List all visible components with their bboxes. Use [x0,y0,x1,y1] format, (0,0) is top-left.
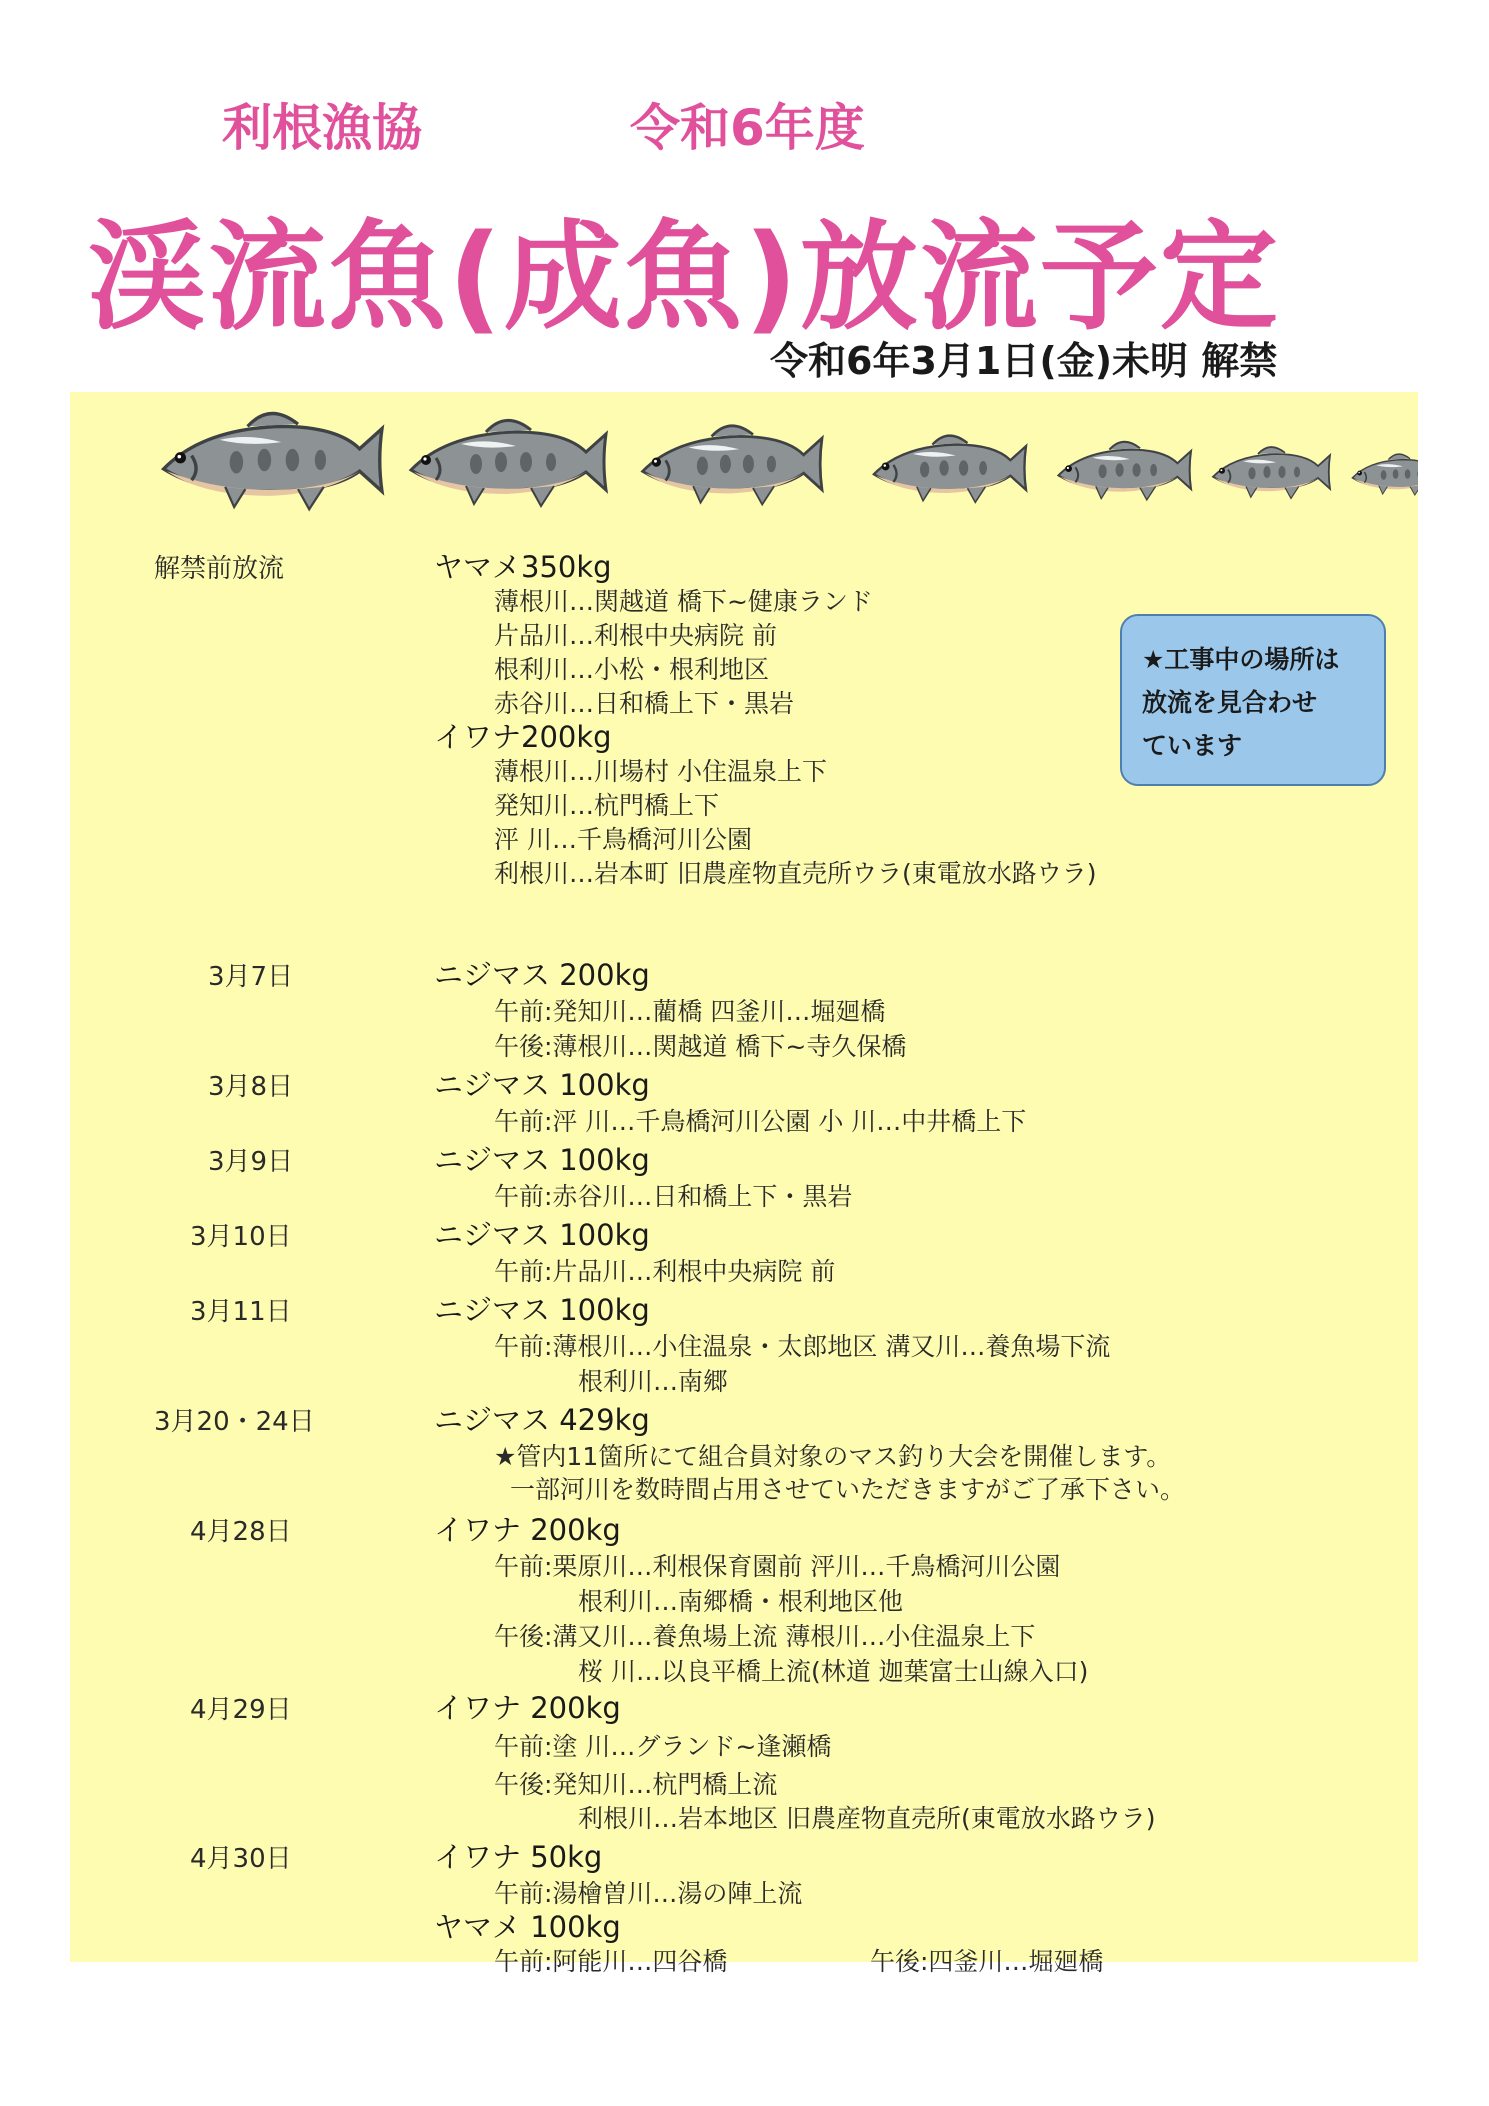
release-location: 午前:阿能川…四谷橋 [494,1947,728,1976]
org-name: 利根漁協 [222,99,422,157]
notice-line: 放流を見合わせ [1142,688,1318,717]
species-amount: ニジマス 200kg [434,958,650,992]
release-location: 泙 川…千鳥橋河川公園 [494,825,752,854]
trout-fish-icon [1213,447,1330,498]
event-notice: 一部河川を数時間占用させていただきますがご了承下さい。 [510,1475,1186,1504]
event-notice: ★管内11箇所にて組合員対象のマス釣り大会を開催します。 [494,1442,1172,1471]
release-location: 午後:薄根川…関越道 橋下~寺久保橋 [494,1032,907,1061]
trout-fish-icon [411,420,606,506]
release-date: 3月7日 [208,962,294,992]
species-amount: ニジマス 100kg [434,1218,650,1252]
trout-fish-icon [1058,442,1191,500]
trout-fish-icon [164,413,382,509]
species-amount: ニジマス 429kg [434,1403,650,1437]
trout-fish-icon [643,426,822,505]
release-date: 3月8日 [208,1072,294,1102]
page-title: 渓流魚(成魚)放流予定 [88,208,1280,346]
construction-notice [1120,614,1386,786]
release-location: 午前:泙 川…千鳥橋河川公園 小 川…中井橋上下 [494,1107,1027,1136]
release-location: 薄根川…川場村 小住温泉上下 [494,757,827,786]
release-location: 利根川…岩本町 旧農産物直売所ウラ(東電放水路ウラ) [494,859,1097,888]
release-date: 4月29日 [190,1695,292,1725]
species-amount: ヤマメ 100kg [434,1910,621,1944]
fish-illustration-row [70,392,1418,542]
species-amount: ニジマス 100kg [434,1143,650,1177]
species-amount: ニジマス 100kg [434,1068,650,1102]
release-location: 根利川…小松・根利地区 [494,655,770,684]
species-amount: ヤマメ350kg [434,550,612,584]
release-date: 3月10日 [190,1222,292,1252]
release-date: 4月30日 [190,1844,292,1874]
release-location: 午前:発知川…藺橋 四釜川…堀廻橋 [494,997,886,1026]
release-location: 薄根川…関越道 橋下~健康ランド [494,587,873,616]
release-location: 根利川…南郷 [578,1367,729,1396]
pre-release-label: 解禁前放流 [154,554,285,584]
release-location: 午後:溝又川…養魚場上流 薄根川…小住温泉上下 [494,1622,1036,1651]
species-amount: ニジマス 100kg [434,1293,650,1327]
release-location: 午前:栗原川…利根保育園前 泙川…千鳥橋河川公園 [494,1552,1061,1581]
release-date: 4月28日 [190,1517,292,1547]
trout-fish-icon [874,436,1026,503]
release-location: 午前:赤谷川…日和橋上下・黒岩 [494,1182,853,1211]
release-date: 3月9日 [208,1147,294,1177]
release-location: 午前:塗 川…グランド~逢瀬橋 [494,1732,832,1761]
release-location: 片品川…利根中央病院 前 [494,621,777,650]
release-location: 赤谷川…日和橋上下・黒岩 [494,689,795,718]
release-location: 桜 川…以良平橋上流(林道 迦葉富士山線入口) [578,1657,1089,1686]
species-amount: イワナ 200kg [434,1513,621,1547]
release-location: 午後:発知川…杭門橋上流 [494,1770,778,1799]
release-location: 根利川…南郷橋・根利地区他 [578,1587,904,1616]
release-location: 午前:湯檜曽川…湯の陣上流 [494,1879,803,1908]
release-location: 発知川…杭門橋上下 [494,791,720,820]
trout-fish-icon [1352,454,1418,495]
species-amount: イワナ200kg [434,720,612,754]
species-amount: イワナ 50kg [434,1840,603,1874]
species-amount: イワナ 200kg [434,1691,621,1725]
notice-line: ています [1142,731,1243,760]
schedule-panel [70,392,1418,1976]
fiscal-year: 令和6年度 [630,99,865,157]
release-location: 利根川…岩本地区 旧農産物直売所(東電放水路ウラ) [578,1804,1156,1833]
season-open-date: 令和6年3月1日(金)未明 解禁 [770,339,1278,383]
release-location: 午前:片品川…利根中央病院 前 [494,1257,836,1286]
notice-line: ★工事中の場所は [1142,645,1340,674]
release-location: 午前:薄根川…小住温泉・太郎地区 溝又川…養魚場下流 [494,1332,1111,1361]
release-date: 3月11日 [190,1297,292,1327]
release-location: 午後:四釜川…堀廻橋 [870,1947,1104,1976]
release-date: 3月20・24日 [154,1407,315,1437]
